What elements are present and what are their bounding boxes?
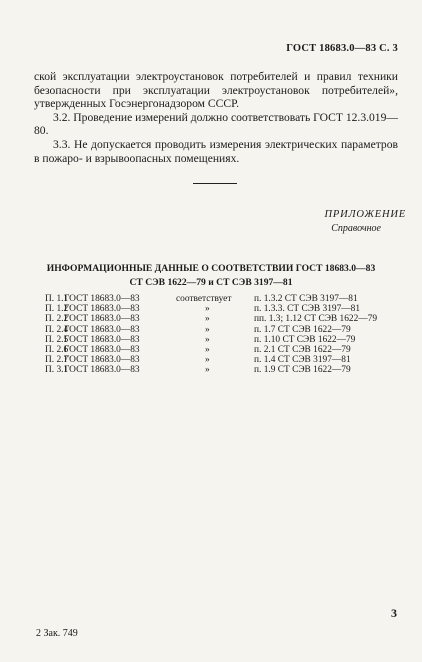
row-item: П. 2.6 [45,344,69,355]
appendix-title [0,262,422,290]
row-target: п. 1.9 СТ СЭВ 1622—79 [254,365,351,376]
row-target: п. 1.4 СТ СЭВ 3197—81 [254,355,351,366]
row-relation: » [205,334,210,345]
body-text [34,70,398,165]
appendix-label: ПРИЛОЖЕНИЕ [324,209,406,220]
row-relation: соответствует [176,294,232,304]
appendix-title-line-1: ИНФОРМАЦИОННЫЕ ДАННЫЕ О СООТВЕТСТВИИ ГОСТ 18683.0—83 [46,263,376,274]
row-relation: » [205,365,210,376]
appendix-title-line-2: СТ СЭВ 1622—79 и СТ СЭВ 3197—81 [129,277,293,288]
row-target: пп. 1.3; 1.12 СТ СЭВ 1622—79 [254,314,378,325]
print-order-note: 2 Зак. 749 [36,628,78,639]
row-item: П. 2.7 [45,355,69,366]
paragraph-3-2: 3.2. Проведение измерений должно соответствовать ГОСТ 12.3.019—80. [34,110,398,138]
appendix-sublabel: Справочное [331,223,381,234]
paragraph-3-3: 3.3. Не допускается проводить измерения электрических параметров в пожаро- и взрывоопасных помещениях. [34,137,398,165]
row-relation: » [205,355,210,366]
row-relation: » [205,324,210,335]
row-target: п. 1.3.2 СТ СЭВ 3197—81 [254,294,358,304]
row-relation: » [205,304,210,315]
row-target: п. 1.7 СТ СЭВ 1622—79 [254,324,351,335]
row-document: ГОСТ 18683.0—83 [64,355,140,366]
row-document: ГОСТ 18683.0—83 [64,365,140,376]
page-header: ГОСТ 18683.0—83 С. 3 [286,43,398,54]
row-item: П. 2.4 [45,324,69,335]
row-document: ГОСТ 18683.0—83 [64,304,140,315]
row-relation: » [205,344,210,355]
row-document: ГОСТ 18683.0—83 [64,324,140,335]
row-document: ГОСТ 18683.0—83 [64,344,140,355]
row-target: п. 2.1 СТ СЭВ 1622—79 [254,344,351,355]
paragraph-continuation: ской эксплуатации электроустановок потребителей и правил техники безопасности при эксплуатации электроустановок потребителей», утвержденных Госэнергонадзором СССР. [34,70,398,111]
row-target: п. 1.3.3. СТ СЭВ 3197—81 [254,304,361,315]
row-document: ГОСТ 18683.0—83 [64,314,140,325]
row-document: ГОСТ 18683.0—83 [64,334,140,345]
row-item: П. 3.1 [45,365,69,376]
row-item: П. 1.1 [45,294,69,304]
row-document: ГОСТ 18683.0—83 [64,294,140,304]
row-item: П. 2.2 [45,314,69,325]
row-relation: » [205,314,210,325]
row-target: п. 1.10 СТ СЭВ 1622—79 [254,334,356,345]
section-divider [193,183,237,184]
page-number: 3 [391,606,397,620]
row-item: П. 2.5 [45,334,69,345]
row-item: П. 1.2 [45,304,69,315]
